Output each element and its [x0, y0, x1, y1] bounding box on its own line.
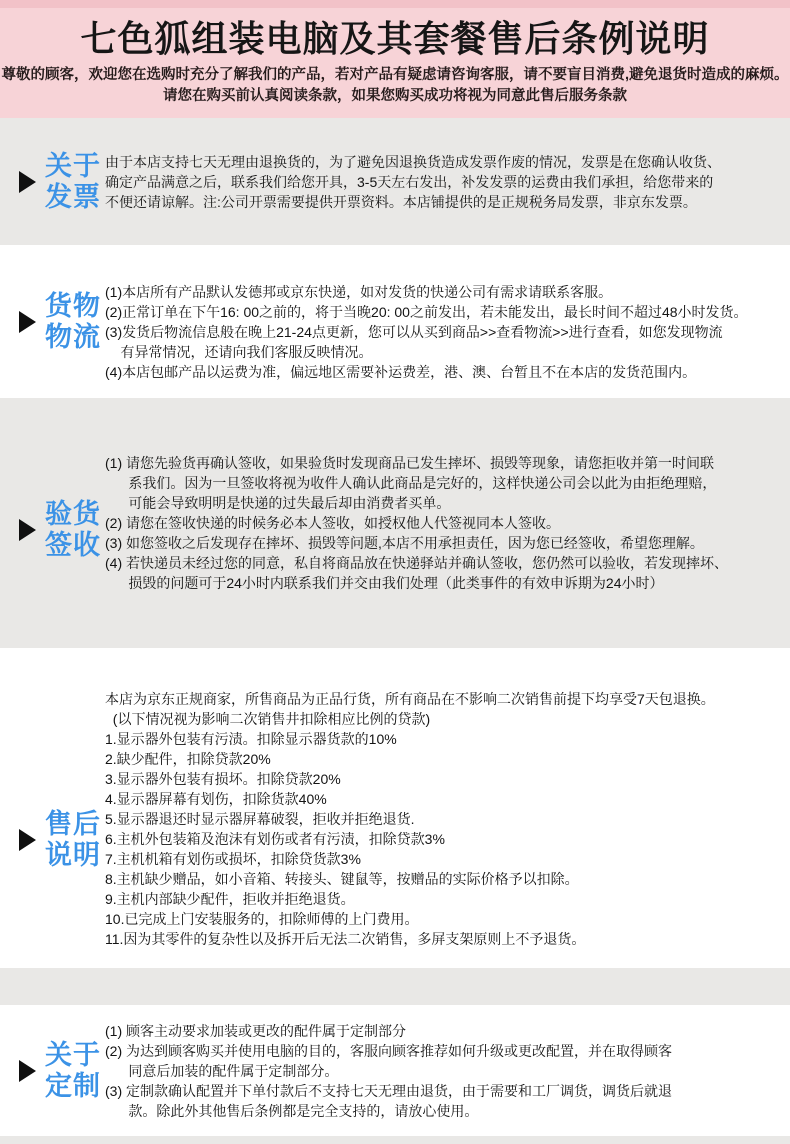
subtitle-line-2: 请您在购买前认真阅读条款，如果您购买成功将视为同意此售后服务条款 [163, 88, 627, 104]
text-line: (2)正常订单在下午16: 00之前的，将于当晚20: 00之前发出，若未能发出，最长时间不超过48小时发货。 [105, 303, 748, 320]
text-line: (4)本店包邮产品以运费为准，偏远地区需要补运费差，港、澳、台暂且不在本店的发货范围内。 [105, 363, 697, 380]
right-triangle-icon [19, 829, 36, 851]
label-line: 关于 [45, 1039, 101, 1070]
right-triangle-icon [19, 1060, 36, 1082]
section-after-sales-notes [0, 648, 790, 968]
label-line: 验货 [45, 499, 101, 529]
label-line: 说明 [45, 840, 101, 870]
section-label-text [45, 809, 101, 871]
section-body-logistics [105, 262, 790, 382]
section-body-after-sales [105, 667, 790, 949]
text-line: 本店为京东正规商家，所售商品为正品行货，所有商品在不影响二次销售前提下均享受7天包退换。 [105, 691, 715, 707]
text-line: (1) 顾客主动要求加装或更改的配件属于定制部分 [105, 1022, 406, 1039]
text-line: 11.因为其零件的复杂性以及拆开后无法二次销售，多屏支架原则上不予退货。 [105, 931, 586, 947]
label-line: 发票 [45, 181, 101, 212]
text-line: (2) 请您在签收快递的时候务必本人签收，如授权他人代签视同本人签收。 [105, 515, 560, 531]
right-triangle-icon [19, 311, 36, 333]
section-label-invoice [0, 151, 105, 213]
text-line: 9.主机内部缺少配件，拒收并拒绝退货。 [105, 891, 355, 907]
label-line: 货物 [45, 290, 101, 321]
section-body-inspection [105, 453, 790, 593]
section-label-inspection [0, 499, 105, 561]
section-body-customization [105, 1021, 790, 1121]
text-line: 6.主机外包装箱及泡沫有划伤或者有污渍，扣除贷款3% [105, 831, 445, 847]
page-header [0, 0, 790, 118]
page-title: 七色狐组装电脑及其套餐售后条例说明 [80, 18, 710, 59]
right-triangle-icon [19, 171, 36, 193]
text-line: 款。除此外其他售后条例都是完全支持的，请放心使用。 [105, 1102, 479, 1119]
text-line: 2.缺少配件，扣除贷款20% [105, 751, 271, 767]
label-line: 签收 [45, 530, 101, 560]
text-line: 由于本店支持七天无理由退换货的，为了避免因退换货造成发票作废的情况，发票是在您确认收货、 [105, 153, 721, 170]
text-line: 损毁的问题可于24小时内联系我们并交由我们处理（此类事件的有效申诉期为24小时） [105, 575, 664, 591]
section-label-customization [0, 1040, 105, 1102]
section-body-invoice [105, 152, 790, 212]
page-bottom-strip [0, 1136, 790, 1144]
section-label-after-sales [0, 809, 105, 871]
text-line: 10.已完成上门安装服务的，扣除师傅的上门费用。 [105, 911, 419, 927]
text-line: 8.主机缺少赠品，如小音箱、转接头、键鼠等，按赠品的实际价格予以扣除。 [105, 871, 579, 887]
header-subtitle [0, 65, 790, 107]
section-inspection-signoff [0, 398, 790, 648]
section-label-text [45, 499, 101, 561]
label-line: 关于 [45, 150, 101, 181]
text-line: (以下情况视为影响二次销售井扣除相应比例的贷款) [105, 711, 431, 727]
text-line: 系我们。因为一旦签收将视为收件人确认此商品是完好的，这样快递公司会以此为由拒绝理赔， [105, 475, 717, 491]
text-line: (1)本店所有产品默认发德邦或京东快递，如对发货的快递公司有需求请联系客服。 [105, 283, 613, 300]
section-label-logistics [0, 291, 105, 353]
text-line: (3) 如您签收之后发现存在摔坏、损毁等问题,本店不用承担责任，因为您已经签收，希望您理解。 [105, 535, 704, 551]
text-line: (2) 为达到顾客购买并使用电脑的目的，客服向顾客推荐如何升级或更改配置，并在取得顾客 [105, 1042, 672, 1059]
section-label-text [45, 151, 101, 213]
section-label-text [45, 1040, 101, 1102]
section-about-invoice [0, 118, 790, 245]
text-line: 3.显示器外包装有损坏。扣除贷款20% [105, 771, 341, 787]
text-line: 有异常情况，还请向我们客服反映情况。 [105, 343, 373, 360]
text-line: (3) 定制款确认配置并下单付款后不支持七天无理由退货，由于需要和工厂调货，调货后就退 [105, 1082, 672, 1099]
text-line: 同意后加装的配件属于定制部分。 [105, 1062, 339, 1079]
label-line: 物流 [45, 321, 101, 352]
subtitle-line-1: 尊敬的顾客，欢迎您在选购时充分了解我们的产品，若对产品有疑虑请咨询客服，请不要盲目消费,避免退货时造成的麻烦。 [1, 67, 789, 83]
text-line: (1) 请您先验货再确认签收，如果验货时发现商品已发生摔坏、损毁等现象，请您拒收并第一时间联 [105, 455, 714, 471]
right-triangle-icon [19, 519, 36, 541]
text-line: 5.显示器退还时显示器屏幕破裂，拒收并拒绝退货. [105, 811, 415, 827]
label-line: 售后 [45, 809, 101, 839]
text-line: (4) 若快递员未经过您的同意，私自将商品放在快递驿站并确认签收，您仍然可以验收，若发现摔坏、 [105, 555, 728, 571]
text-line: 1.显示器外包装有污渍。扣除显示器货款的10% [105, 731, 397, 747]
label-line: 定制 [45, 1070, 101, 1101]
section-label-text [45, 291, 101, 353]
section-divider [0, 968, 790, 1005]
text-line: 不便还请谅解。注:公司开票需要提供开票资料。本店铺提供的是正规税务局发票，非京东发票。 [105, 193, 697, 210]
section-logistics [0, 245, 790, 398]
text-line: 确定产品满意之后，联系我们给您开具，3-5天左右发出，补发发票的运费由我们承担，给您带来的 [105, 173, 714, 190]
text-line: 7.主机机箱有划伤或损坏，扣除贷货款3% [105, 851, 361, 867]
section-about-customization [0, 1005, 790, 1136]
text-line: 可能会导致明明是快递的过失最后却由消费者买单。 [105, 495, 451, 511]
text-line: (3)发货后物流信息般在晚上21-24点更新，您可以从买到商品>>查看物流>>进行查看，如您发现物流 [105, 323, 723, 340]
text-line: 4.显示器屏幕有划伤，扣除货款40% [105, 791, 327, 807]
